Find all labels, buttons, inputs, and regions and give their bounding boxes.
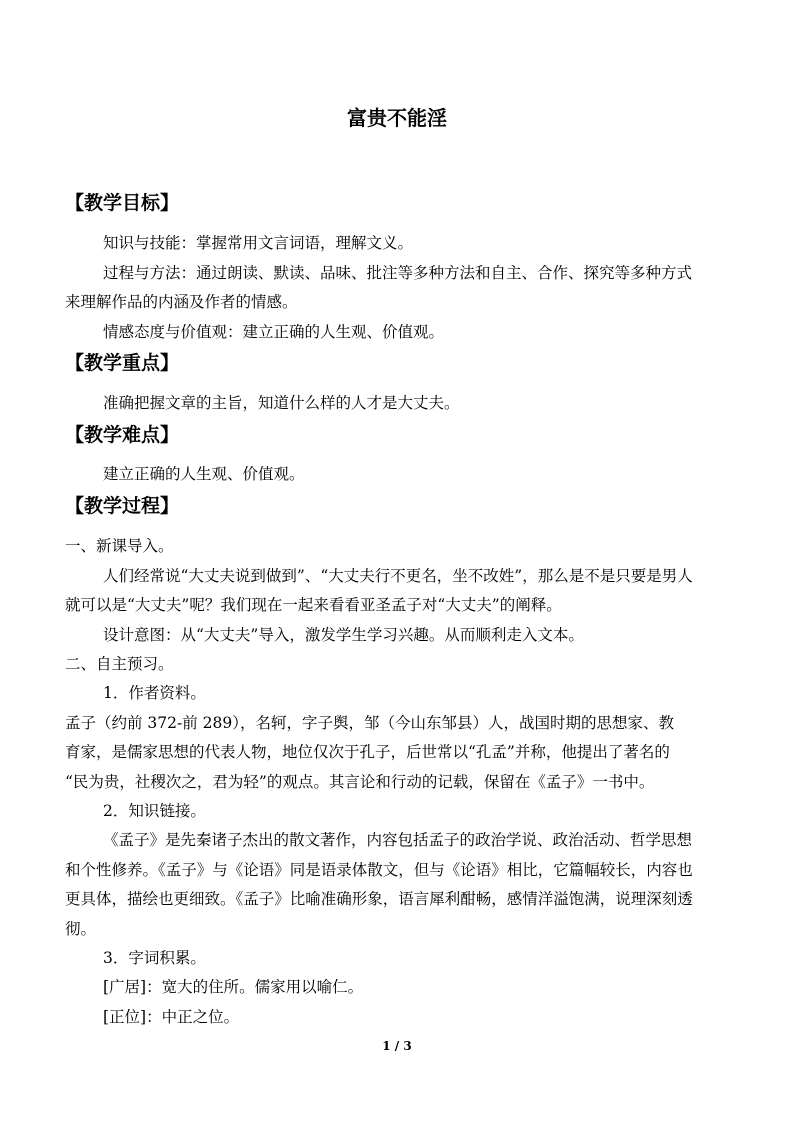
vocabulary-entry: [正位]：中正之位。 xyxy=(103,1008,240,1026)
author-info-paragraph-line: 育家，是儒家思想的代表人物，地位仅次于孔子，后世常以“孔孟”并称，他提出了著名的 xyxy=(65,743,670,761)
process-step-2-heading: 二、自主预习。 xyxy=(65,655,174,673)
knowledge-link-paragraph-line: 彻。 xyxy=(65,920,97,938)
process-step-1-heading: 一、新课导入。 xyxy=(65,537,174,555)
process-design-intent: 设计意图：从“大丈夫”导入，激发学生学习兴趣。从而顺利走入文本。 xyxy=(103,626,584,644)
key-point-text: 准确把握文章的主旨，知道什么样的人才是大丈夫。 xyxy=(103,394,460,412)
author-info-paragraph-line: 孟子（约前 372-前 289），名轲，字子舆，邹（今山东邹县）人，战国时期的思想家、教 xyxy=(65,714,675,732)
goal-process-methods-cont: 来理解作品的内涵及作者的情感。 xyxy=(65,293,298,311)
goal-knowledge-skills: 知识与技能：掌握常用文言词语，理解文义。 xyxy=(103,234,414,252)
heading-teaching-goals: 【教学目标】 xyxy=(65,192,180,214)
goal-emotion-values: 情感态度与价值观：建立正确的人生观、价值观。 xyxy=(103,323,445,341)
difficulty-text: 建立正确的人生观、价值观。 xyxy=(103,465,305,483)
process-intro-paragraph-line: 人们经常说“大丈夫说到做到”、“大丈夫行不更名，坐不改姓”，那么是不是只要是男人 xyxy=(103,567,693,585)
process-intro-paragraph-line: 就可以是“大丈夫”呢？我们现在一起来看看亚圣孟子对“大丈夫”的阐释。 xyxy=(65,596,562,614)
heading-teaching-key-points: 【教学重点】 xyxy=(65,352,180,374)
heading-teaching-process: 【教学过程】 xyxy=(65,495,180,517)
document-title: 富贵不能淫 xyxy=(347,106,447,130)
heading-teaching-difficulty: 【教学难点】 xyxy=(65,424,180,446)
page-indicator: 1 / 3 xyxy=(382,1039,412,1053)
knowledge-link-paragraph-line: 和个性修养。《孟子》与《论语》同是语录体散文，但与《论语》相比，它篇幅较长，内容也 xyxy=(65,861,693,879)
subheading-author-info: 1．作者资料。 xyxy=(103,684,206,702)
vocabulary-entry: [广居]：宽大的住所。儒家用以喻仁。 xyxy=(103,978,364,996)
knowledge-link-paragraph-line: 《孟子》是先秦诸子杰出的散文著作，内容包括孟子的政治学说、政治活动、哲学思想 xyxy=(103,831,693,849)
subheading-knowledge-link: 2．知识链接。 xyxy=(103,802,206,820)
knowledge-link-paragraph-line: 更具体，描绘也更细致。《孟子》比喻准确形象，语言犀利酣畅，感情洋溢饱满，说理深刻透 xyxy=(65,890,693,908)
author-info-paragraph-line: “民为贵，社稷次之，君为轻”的观点。其言论和行动的记载，保留在《孟子》一书中。 xyxy=(65,773,655,791)
goal-process-methods: 过程与方法：通过朗读、默读、品味、批注等多种方法和自主、合作、探究等多种方式 xyxy=(103,264,693,282)
subheading-vocabulary: 3．字词积累。 xyxy=(103,949,206,967)
